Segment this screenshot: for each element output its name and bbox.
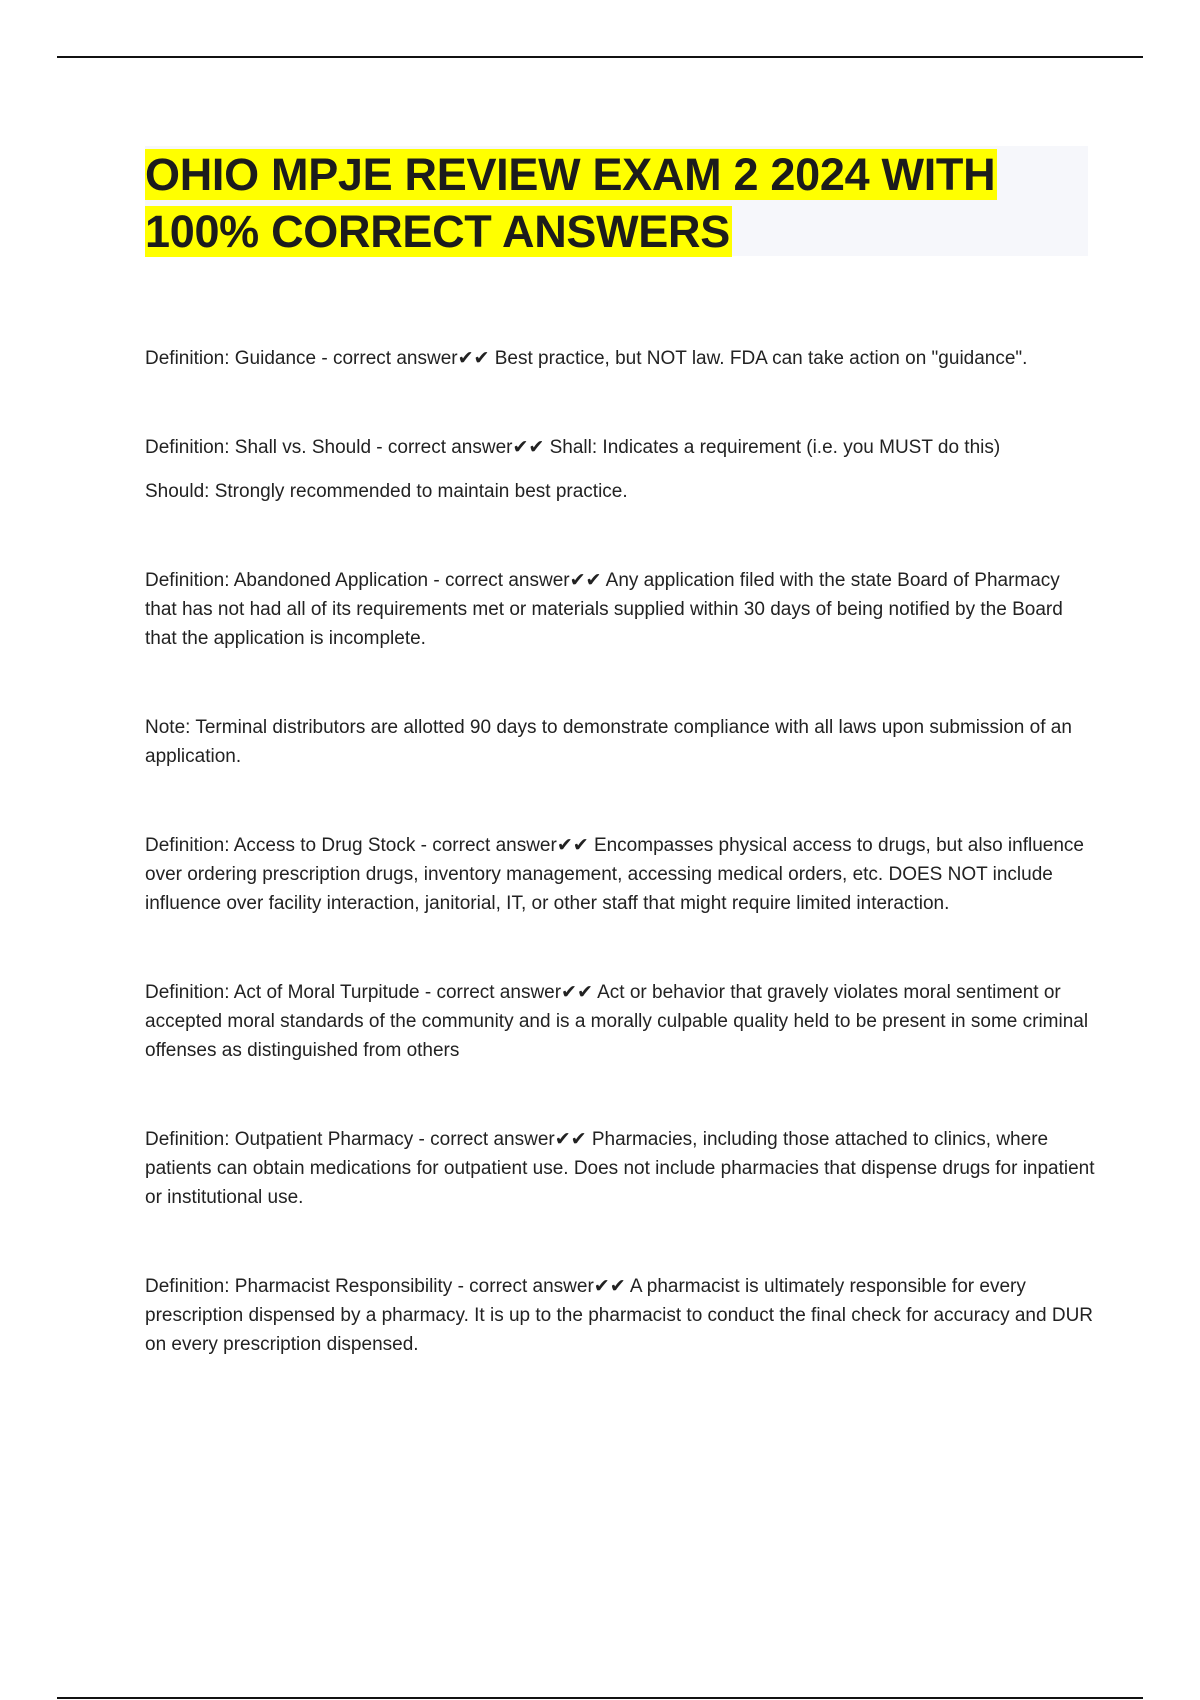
definition-outpatient-pharmacy: Definition: Outpatient Pharmacy - correct answer✔✔ Pharmacies, including those attached to clinics, where patients can obtain medications for outpatient use. Does not include pharmacies that dispense drugs for inpatient or institutional use.	[145, 1129, 1095, 1208]
definition-abandoned-application: Definition: Abandoned Application - correct answer✔✔ Any application filed with the state Board of Pharmacy that has not had all of its requirements met or materials supplied within 30 days of being notified by the Board that the application is incomplete.	[145, 570, 1063, 649]
definition-moral-turpitude: Definition: Act of Moral Turpitude - correct answer✔✔ Act or behavior that gravely violates moral sentiment or accepted moral standards of the community and is a morally culpable quality held to be present in some criminal offenses as distinguished from others	[145, 982, 1089, 1061]
document-body	[145, 344, 1095, 1359]
note-terminal-distributors: Note: Terminal distributors are allotted 90 days to demonstrate compliance with all laws upon submission of an application.	[145, 717, 1072, 767]
definition-shall-vs-should: Definition: Shall vs. Should - correct answer✔✔ Shall: Indicates a requirement (i.e. you MUST do this)	[145, 437, 1001, 458]
bottom-rule	[57, 1697, 1143, 1699]
title-block	[145, 146, 1088, 256]
title-highlight: OHIO MPJE REVIEW EXAM 2 2024 WITH 100% CORRECT ANSWERS	[145, 149, 996, 257]
should-explanation: Should: Strongly recommended to maintain best practice.	[145, 481, 628, 502]
definition-guidance: Definition: Guidance - correct answer✔✔ Best practice, but NOT law. FDA can take action on "guidance".	[145, 348, 1028, 369]
definition-access-to-drug-stock: Definition: Access to Drug Stock - correct answer✔✔ Encompasses physical access to drugs, but also influence over ordering prescription drugs, inventory management, accessing medical orders, etc. DOES NOT include influence over facility interaction, janitorial, IT, or other staff that might require limited interaction.	[145, 835, 1084, 914]
top-rule	[57, 56, 1143, 58]
definition-pharmacist-responsibility: Definition: Pharmacist Responsibility - correct answer✔✔ A pharmacist is ultimately responsible for every prescription dispensed by a pharmacy. It is up to the pharmacist to conduct the final check for accuracy and DUR on every prescription dispensed.	[145, 1276, 1094, 1355]
document-title	[145, 146, 1088, 260]
